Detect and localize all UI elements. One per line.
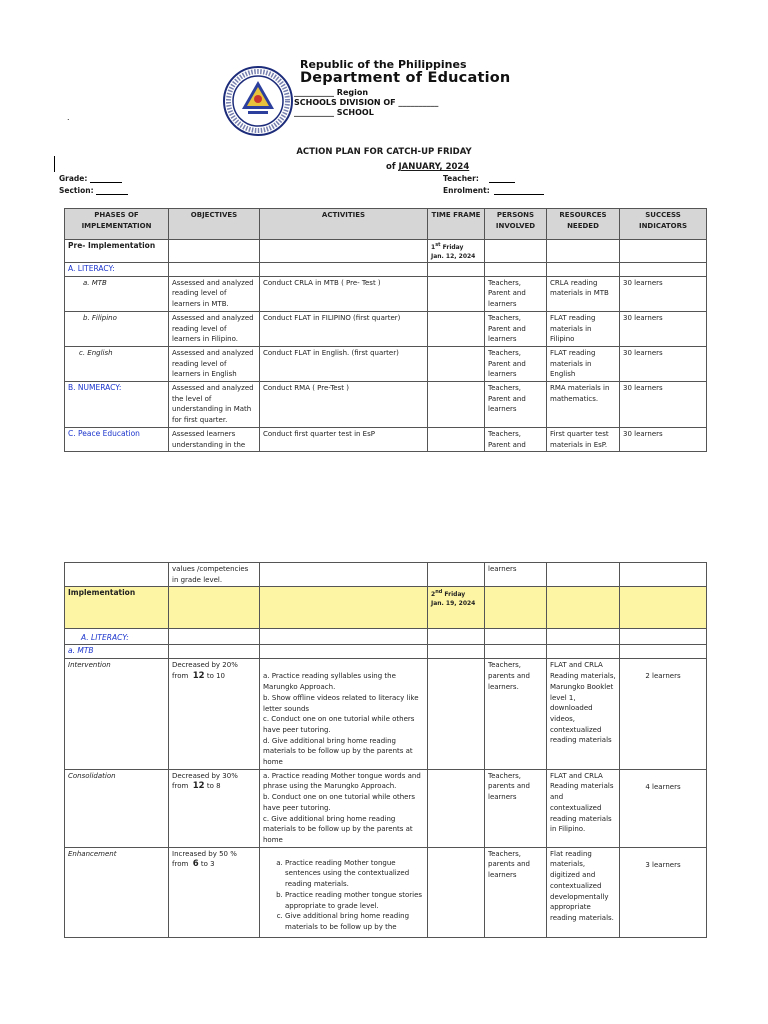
phase-cell: Intervention [65,659,169,769]
region-line: __________ Region [294,88,369,97]
phase-cell: c. English [65,346,169,381]
persons-cell: Teachers, parents and learners [485,847,547,937]
enrolment-blank[interactable] [494,194,544,195]
persons-cell: Teachers, Parent and learners [485,382,547,428]
indicator-cell: 30 learners [620,311,707,346]
table-row [65,563,707,587]
table-row [65,645,707,659]
persons-cell: Teachers, Parent and learners [485,346,547,381]
list-item: a. Practice reading Mother tongue sentences using the contextualized reading materials. [285,858,424,890]
persons-cell: Teachers, Parent and [485,427,547,451]
persons-cell: learners [485,563,547,587]
department-heading: Department of Education [300,70,511,86]
numeracy-heading: B. NUMERACY: [65,382,169,428]
objective-cell: Assessed learners understanding in the [169,427,260,451]
indicator-cell: 2 learners [620,659,707,769]
document-title: ACTION PLAN FOR CATCH-UP FRIDAY [296,147,472,157]
objective-cell: Assessed and analyzed reading level of learners in MTB. [169,276,260,311]
phase-cell: b. Filipino [65,311,169,346]
resources-cell: FLAT reading materials in Filipino [547,311,620,346]
time-date: Jan. 12, 2024 [431,253,476,260]
phase-cell: Enhancement [65,847,169,937]
teacher-label: Teacher: [443,174,479,183]
time-date: Jan. 19, 2024 [431,600,476,608]
section-blank[interactable] [96,194,128,195]
indicator-cell: 30 learners [620,276,707,311]
objective-cell: Increased by 50 % from 6 to 3 [169,847,260,937]
objective-cell: Assessed and analyzed reading level of learners in Filipino. [169,311,260,346]
resources-cell: RMA materials in mathematics. [547,382,620,428]
section-label: Section: [59,186,94,195]
persons-cell: Teachers, Parent and learners [485,311,547,346]
phase-implementation: Implementation [65,587,169,629]
table-row [65,629,707,645]
resources-cell: FLAT and CRLA Reading materials, Marungko Booklet level 1, downloaded videos, contextualized reading materials [547,659,620,769]
header-objectives: OBJECTIVES [169,209,260,240]
document-subtitle [386,162,469,172]
section-field [59,186,128,195]
table-header-row [65,209,707,240]
objective-cell: Assessed and analyzed reading level of learners in English [169,346,260,381]
header-activities: ACTIVITIES [260,209,428,240]
teacher-field [443,174,515,183]
phase-cell: Consolidation [65,769,169,847]
persons-cell: Teachers, parents and learners [485,769,547,847]
objective-cell: Assessed and analyzed the level of understanding in Math for first quarter. [169,382,260,428]
persons-cell: Teachers, parents and learners. [485,659,547,769]
indicator-cell: 4 learners [620,769,707,847]
objective-cell: values /competencies in grade level. [169,563,260,587]
enrolment-label: Enrolment: [443,186,490,195]
resources-cell: FLAT reading materials in English [547,346,620,381]
literacy-heading: A. LITERACY: [65,263,169,277]
grade-field [59,174,122,183]
text-cursor [54,156,55,172]
resources-cell: CRLA reading materials in MTB [547,276,620,311]
republic-heading: Republic of the Philippines [300,58,467,71]
action-plan-table-page1 [64,208,707,452]
deped-seal-logo [222,65,294,137]
table-row [65,382,707,428]
resources-cell: First quarter test materials in EsP. [547,427,620,451]
peace-education-heading: C. Peace Education [65,427,169,451]
grade-label: Grade: [59,174,88,183]
mtb-heading: a. MTB [65,645,169,659]
indicator-cell: 30 learners [620,346,707,381]
objective-cell: Decreased by 20% from 12 to 10 [169,659,260,769]
activity-cell: Conduct FLAT in English. (first quarter) [260,346,428,381]
list-item: b. Practice reading mother tongue stories appropriate to grade level. [285,890,424,911]
activity-cell: Conduct RMA ( Pre-Test ) [260,382,428,428]
objective-cell: Decreased by 30% from 12 to 8 [169,769,260,847]
activity-cell: Conduct CRLA in MTB ( Pre- Test ) [260,276,428,311]
table-row [65,311,707,346]
header-time-frame: TIME FRAME [428,209,485,240]
activity-cell: Conduct FLAT in FILIPINO (first quarter) [260,311,428,346]
enrolment-field [443,186,544,195]
table-row [65,276,707,311]
header-persons: PERSONS INVOLVED [485,209,547,240]
indicator-cell: 3 learners [620,847,707,937]
literacy-heading: A. LITERACY: [65,629,169,645]
phase-pre-implementation: Pre- Implementation [65,240,169,263]
table-row [65,847,707,937]
header-resources: RESOURCES NEEDED [547,209,620,240]
table-row [65,427,707,451]
activity-cell: Conduct first quarter test in EsP [260,427,428,451]
persons-cell: Teachers, Parent and learners [485,276,547,311]
activity-cell: a. Practice reading Mother tongue words and phrase using the Marungko Approach. b. Conduct one on one tutorial while others have peer tutoring. c. Give additional bring home reading materials to be follow up by the parents at home [260,769,428,847]
indicator-cell: 30 learners [620,382,707,428]
table-row [65,346,707,381]
division-line: SCHOOLS DIVISION OF __________ [294,98,439,107]
time-frame-cell: 2nd Friday Jan. 19, 2024 [428,587,485,629]
grade-blank[interactable] [90,182,122,183]
resources-cell: FLAT and CRLA Reading materials and contextualized reading materials in Filipino. [547,769,620,847]
table-row [65,587,707,629]
table-row [65,659,707,769]
teacher-blank[interactable] [489,182,515,183]
header-phases: PHASES OF IMPLEMENTATION [65,209,169,240]
table-row [65,769,707,847]
action-plan-table-page2 [64,562,707,938]
header-indicators: SUCCESS INDICATORS [620,209,707,240]
list-item: c. Give additional bring home reading materials to be follow up by the [285,911,424,932]
phase-cell: a. MTB [65,276,169,311]
subtitle-prefix: of [386,162,396,172]
indicator-cell: 30 learners [620,427,707,451]
school-line: __________ SCHOOL [294,108,374,117]
table-row [65,263,707,277]
activity-list [263,858,424,933]
resources-cell: Flat reading materials, digitized and contextualized developmentally appropriate reading materials. [547,847,620,937]
table-row [65,240,707,263]
stray-dot: . [67,112,70,122]
activity-cell: a. Practice reading syllables using the Marungko Approach. b. Show offline videos related to literacy like letter sounds c. Conduct one on one tutorial while others have peer tutoring. d. Give additional bring home reading materials to be follow up by the parents at home [260,659,428,769]
time-frame-cell: 1st Friday Jan. 12, 2024 [428,240,485,263]
subtitle-month: JANUARY, 2024 [398,162,470,172]
activity-cell [260,847,428,937]
